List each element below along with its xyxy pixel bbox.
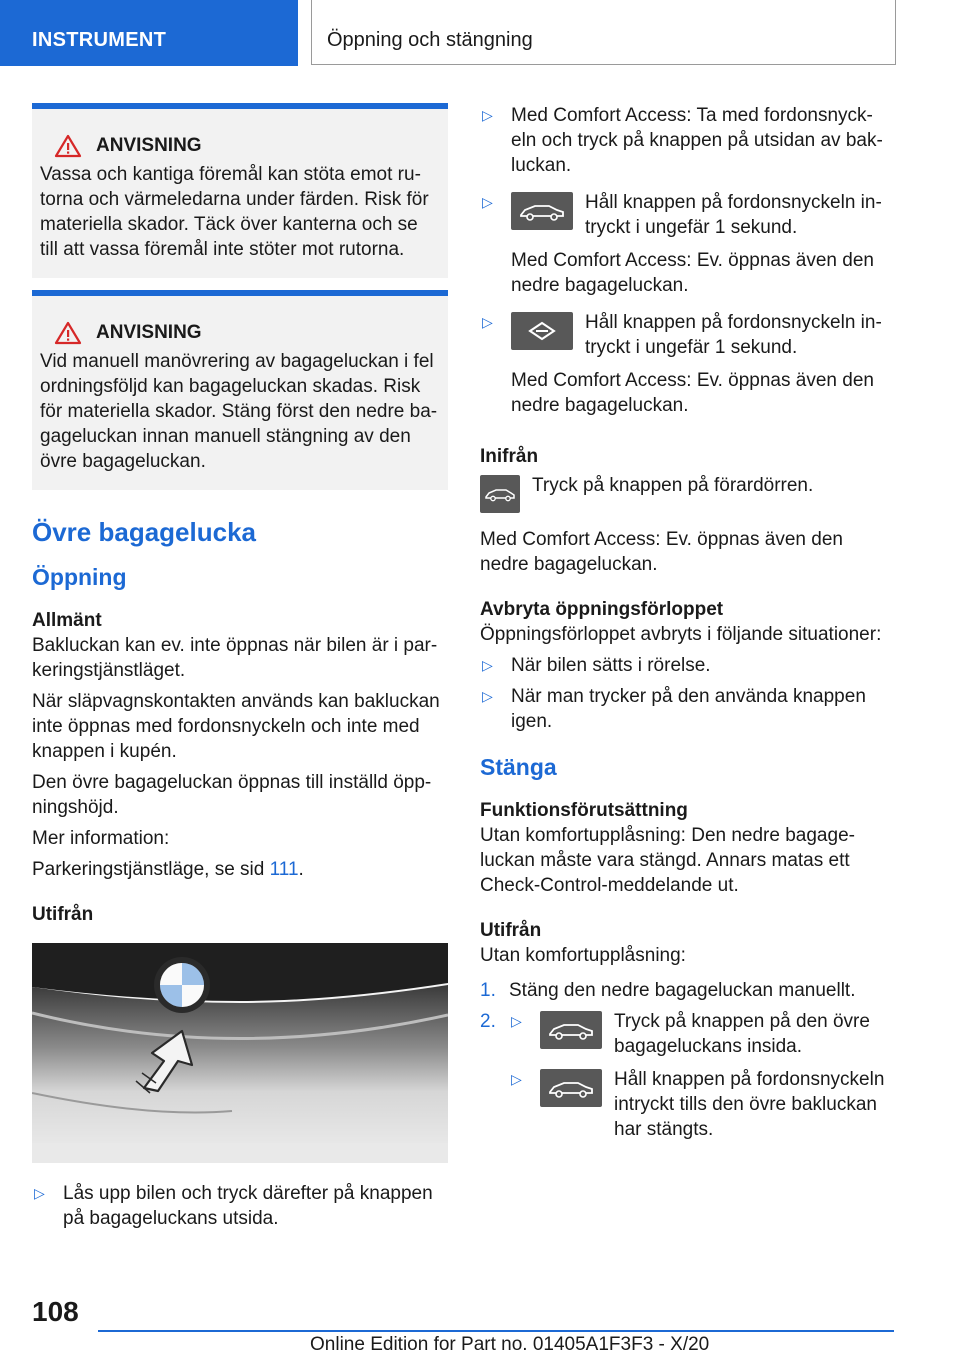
section-tab (0, 0, 298, 66)
paragraph: Parkeringstjänstläge, se sid 111. (32, 859, 304, 880)
section-title: INSTRUMENT (32, 29, 167, 51)
car-tailgate-button-icon (480, 475, 520, 513)
car-tailgate-key-icon (511, 192, 573, 230)
paragraph: Utan komfortupplåsning: (480, 945, 686, 966)
page-header (0, 0, 960, 66)
tailgate-button-photo (32, 943, 448, 1163)
triangle-bullet-icon: ▷ (34, 1185, 45, 1201)
paragraph-heading: Utifrån (32, 904, 94, 925)
list-item: ▷ Med Comfort Access: Ta med fordonsnyck-eln och tryck på knappen på utsidan av bak-luckan. (482, 105, 883, 176)
warning-triangle-icon (54, 321, 82, 345)
left-column (32, 103, 448, 1237)
list-item: ▷ När bilen sätts i rörelse. (482, 655, 711, 676)
step-number: 1. (480, 980, 496, 1001)
warning-title: ANVISNING (96, 135, 202, 156)
numbered-step: 1. Stäng den nedre bagageluckan manuellt. (480, 980, 856, 1001)
paragraph: Utan komfortupplåsning: Den nedre bagage-luckan måste vara stängd. Annars matas ett Check-Control-meddelande ut. (480, 825, 855, 896)
warning-text: Vassa och kantiga föremål kan stöta emot ru-torna och värmeledarna under färden. Risk för materiella skador. Täck över kanterna och se till att vassa föremål inte stöter mot rutorna. (40, 164, 429, 260)
triangle-bullet-icon: ▷ (482, 194, 493, 210)
list-item: ▷ Håll knappen på fordonsnyckeln intryckt tills den övre bakluckan har stängts. (511, 1069, 885, 1140)
subsection-heading: Stänga (480, 754, 557, 780)
warning-box (32, 103, 448, 278)
triangle-bullet-icon: ▷ (482, 657, 493, 673)
right-column (480, 103, 886, 1154)
chapter-title: Öppning och stängning (327, 29, 533, 51)
paragraph: Den övre bagageluckan öppnas till inställd öpp-ningshöjd. (32, 772, 432, 818)
paragraph-heading: Utifrån (480, 920, 542, 941)
paragraph: Med Comfort Access: Ev. öppnas även den nedre bagageluckan. (511, 370, 874, 416)
subsection-heading: Öppning (32, 564, 127, 590)
page-number: 108 (32, 1296, 79, 1327)
footer-divider (98, 1330, 894, 1332)
list-item: ▷ Håll knappen på fordonsnyckeln in-tryckt i ungefär 1 sekund. Med Comfort Access: Ev. öppnas även den nedre bagageluckan. (480, 190, 886, 304)
paragraph-heading: Allmänt (32, 610, 102, 631)
paragraph: Mer information: (32, 828, 170, 849)
chapter-box (311, 0, 896, 65)
list-item: ▷ Håll knappen på fordonsnyckeln in-tryckt i ungefär 1 sekund. Med Comfort Access: Ev. öppnas även den nedre bagageluckan. (480, 310, 886, 424)
list-item: ▷ När man trycker på den använda knappen igen. (482, 686, 866, 732)
paragraph: När släpvagnskontakten används kan bakluckan inte öppnas med fordonsnyckeln och inte med knappen i kupén. (32, 691, 440, 762)
paragraph: Med Comfort Access: Ev. öppnas även den nedre bagageluckan. (480, 529, 843, 575)
warning-box (32, 290, 448, 490)
edition-text: Online Edition for Part no. 01405A1F3F3 - X/20 (310, 1334, 710, 1355)
car-tailgate-key-icon (540, 1069, 602, 1107)
warning-title: ANVISNING (96, 322, 202, 343)
paragraph-heading: Avbryta öppningsförloppet (480, 599, 724, 620)
triangle-bullet-icon: ▷ (482, 314, 493, 330)
paragraph: Med Comfort Access: Ev. öppnas även den nedre bagageluckan. (511, 250, 874, 296)
page-link[interactable]: 111 (269, 859, 299, 880)
step-number: 2. (480, 1011, 496, 1032)
triangle-bullet-icon: ▷ (511, 1013, 522, 1029)
triangle-bullet-icon: ▷ (511, 1071, 522, 1087)
list-item: ▷ Tryck på knappen på den övre bagageluckans insida. (511, 1011, 870, 1057)
inside-row: Tryck på knappen på förardörren. (480, 473, 886, 513)
unlock-key-icon (511, 312, 573, 350)
warning-triangle-icon (54, 134, 82, 158)
numbered-step (480, 1009, 886, 1148)
triangle-bullet-icon: ▷ (482, 688, 493, 704)
triangle-bullet-icon: ▷ (482, 107, 493, 123)
list-item: ▷ Lås upp bilen och tryck därefter på knappen på bagageluckans utsida. (34, 1183, 433, 1229)
paragraph-heading: Funktionsförutsättning (480, 800, 688, 821)
warning-text: Vid manuell manövrering av bagageluckan i fel ordningsföljd kan bagageluckan skadas. Risk för materiella skador. Stäng först den nedre ba-gageluckan innan manuell stängning av den övre bagageluckan. (40, 351, 438, 472)
paragraph: Bakluckan kan ev. inte öppnas när bilen är i par-keringstjänstläget. (32, 635, 438, 681)
car-tailgate-button-icon (540, 1011, 602, 1049)
paragraph: Öppningsförloppet avbryts i följande situationer: (480, 624, 882, 645)
paragraph-heading: Inifrån (480, 446, 539, 467)
section-heading: Övre bagagelucka (32, 517, 256, 547)
